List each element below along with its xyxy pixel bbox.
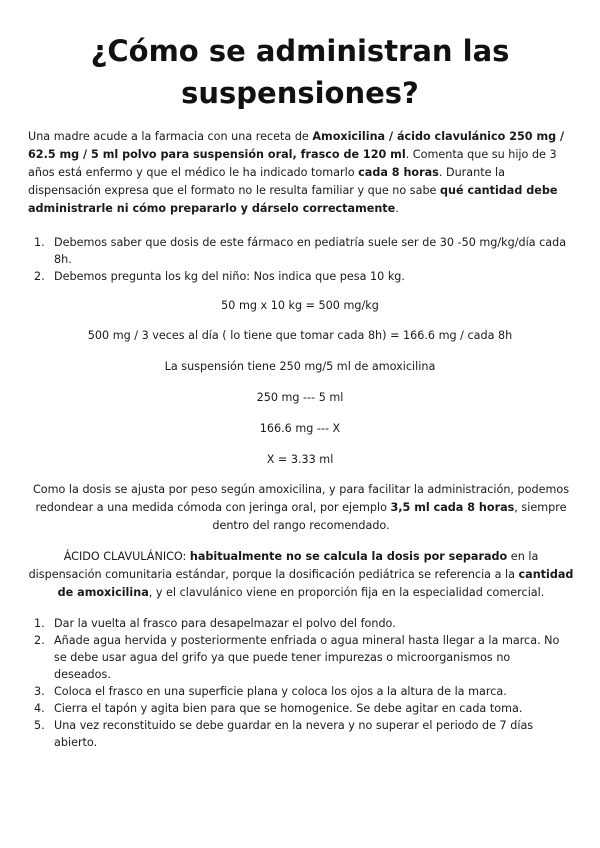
list-item-number: 4. [34,702,45,715]
conclusion-text-2: , siempre dentro del rango recomendado. [212,501,567,532]
conclusion-text-1: Como la dosis se ajusta por peso según amoxicilina, y para facilitar la administración, podemos redondear a una medida cómoda con jeringa oral, por ejemplo [32,483,570,514]
preparation-steps-list [28,615,568,751]
intro-bold-frequency: cada 8 horas [358,166,439,179]
intro-bold-prescription: Amoxicilina / ácido clavulánico 250 mg / 62.5 mg / 5 ml polvo para suspensión oral, frasco de 120 ml [28,130,565,161]
list-item [28,234,568,268]
intro-text-3: . Durante la dispensación expresa que el formato no le resulta familiar y que no sabe [28,166,505,197]
page-title: ¿Cómo se administran las suspensiones? [90,34,510,110]
list-item-number: 2. [34,270,45,283]
calc-line: 50 mg x 10 kg = 500 mg/kg [221,299,379,312]
list-item [28,268,568,285]
clavulanic-bold-1: habitualmente no se calcula la dosis por separado [189,550,508,563]
intro-text-4: . [395,202,399,215]
clavulanic-bold-2: cantidad de amoxicilina [57,568,574,599]
list-item-text: Añade agua hervida y posteriormente enfriada o agua mineral hasta llegar a la marca. No se debe usar agua del grifo ya que puede tener impurezas o microorganismos no deseados. [54,634,560,681]
list-item-number: 2. [34,634,45,647]
list-item [28,717,568,751]
dose-steps-list [28,234,568,285]
list-item [28,615,568,632]
intro-text-1: Una madre acude a la farmacia con una receta de [28,130,313,143]
list-item-text: Coloca el frasco en una superficie plana y coloca los ojos a la altura de la marca. [54,685,507,698]
list-item [28,632,568,683]
intro-paragraph [28,128,574,218]
list-item-text: Debemos pregunta los kg del niño: Nos indica que pesa 10 kg. [54,270,405,283]
calc-line: X = 3.33 ml [266,453,334,466]
intro-text-2: . Comenta que su hijo de 3 años está enfermo y que el médico le ha indicado tomarlo [28,148,557,179]
list-item-text: Cierra el tapón y agita bien para que se homogenice. Se debe agitar en cada toma. [54,702,523,715]
calc-line: La suspensión tiene 250 mg/5 ml de amoxicilina [164,360,436,373]
list-item-number: 3. [34,685,45,698]
list-item-text: Dar la vuelta al frasco para desapelmazar el polvo del fondo. [54,617,396,630]
clavulanic-label: ÁCIDO CLAVULÁNICO: [63,550,190,563]
clavulanic-paragraph [28,548,574,602]
conclusion-paragraph [28,481,574,535]
clavulanic-text-3: , y el clavulánico viene en proporción fija en la especialidad comercial. [148,586,545,599]
list-item-number: 1. [34,236,45,249]
calc-line: 500 mg / 3 veces al día ( lo tiene que tomar cada 8h) = 166.6 mg / cada 8h [87,329,513,342]
intro-bold-question: qué cantidad debe administrarle ni cómo prepararlo y dárselo correctamente [28,184,558,215]
list-item-text: Debemos saber que dosis de este fármaco en pediatría suele ser de 30 -50 mg/kg/día cada 8h. [54,236,567,266]
list-item-text: Una vez reconstituido se debe guardar en la nevera y no superar el periodo de 7 días abierto. [54,719,534,749]
clavulanic-text-2: en la dispensación comunitaria estándar, porque la dosificación pediátrica se referencia a la [28,550,539,581]
conclusion-bold-dose: 3,5 ml cada 8 horas [390,501,515,514]
calc-line: 166.6 mg --- X [259,422,341,435]
list-item-number: 5. [34,719,45,732]
list-item-number: 1. [34,617,45,630]
list-item [28,683,568,700]
list-item [28,700,568,717]
calc-line: 250 mg --- 5 ml [256,391,344,404]
